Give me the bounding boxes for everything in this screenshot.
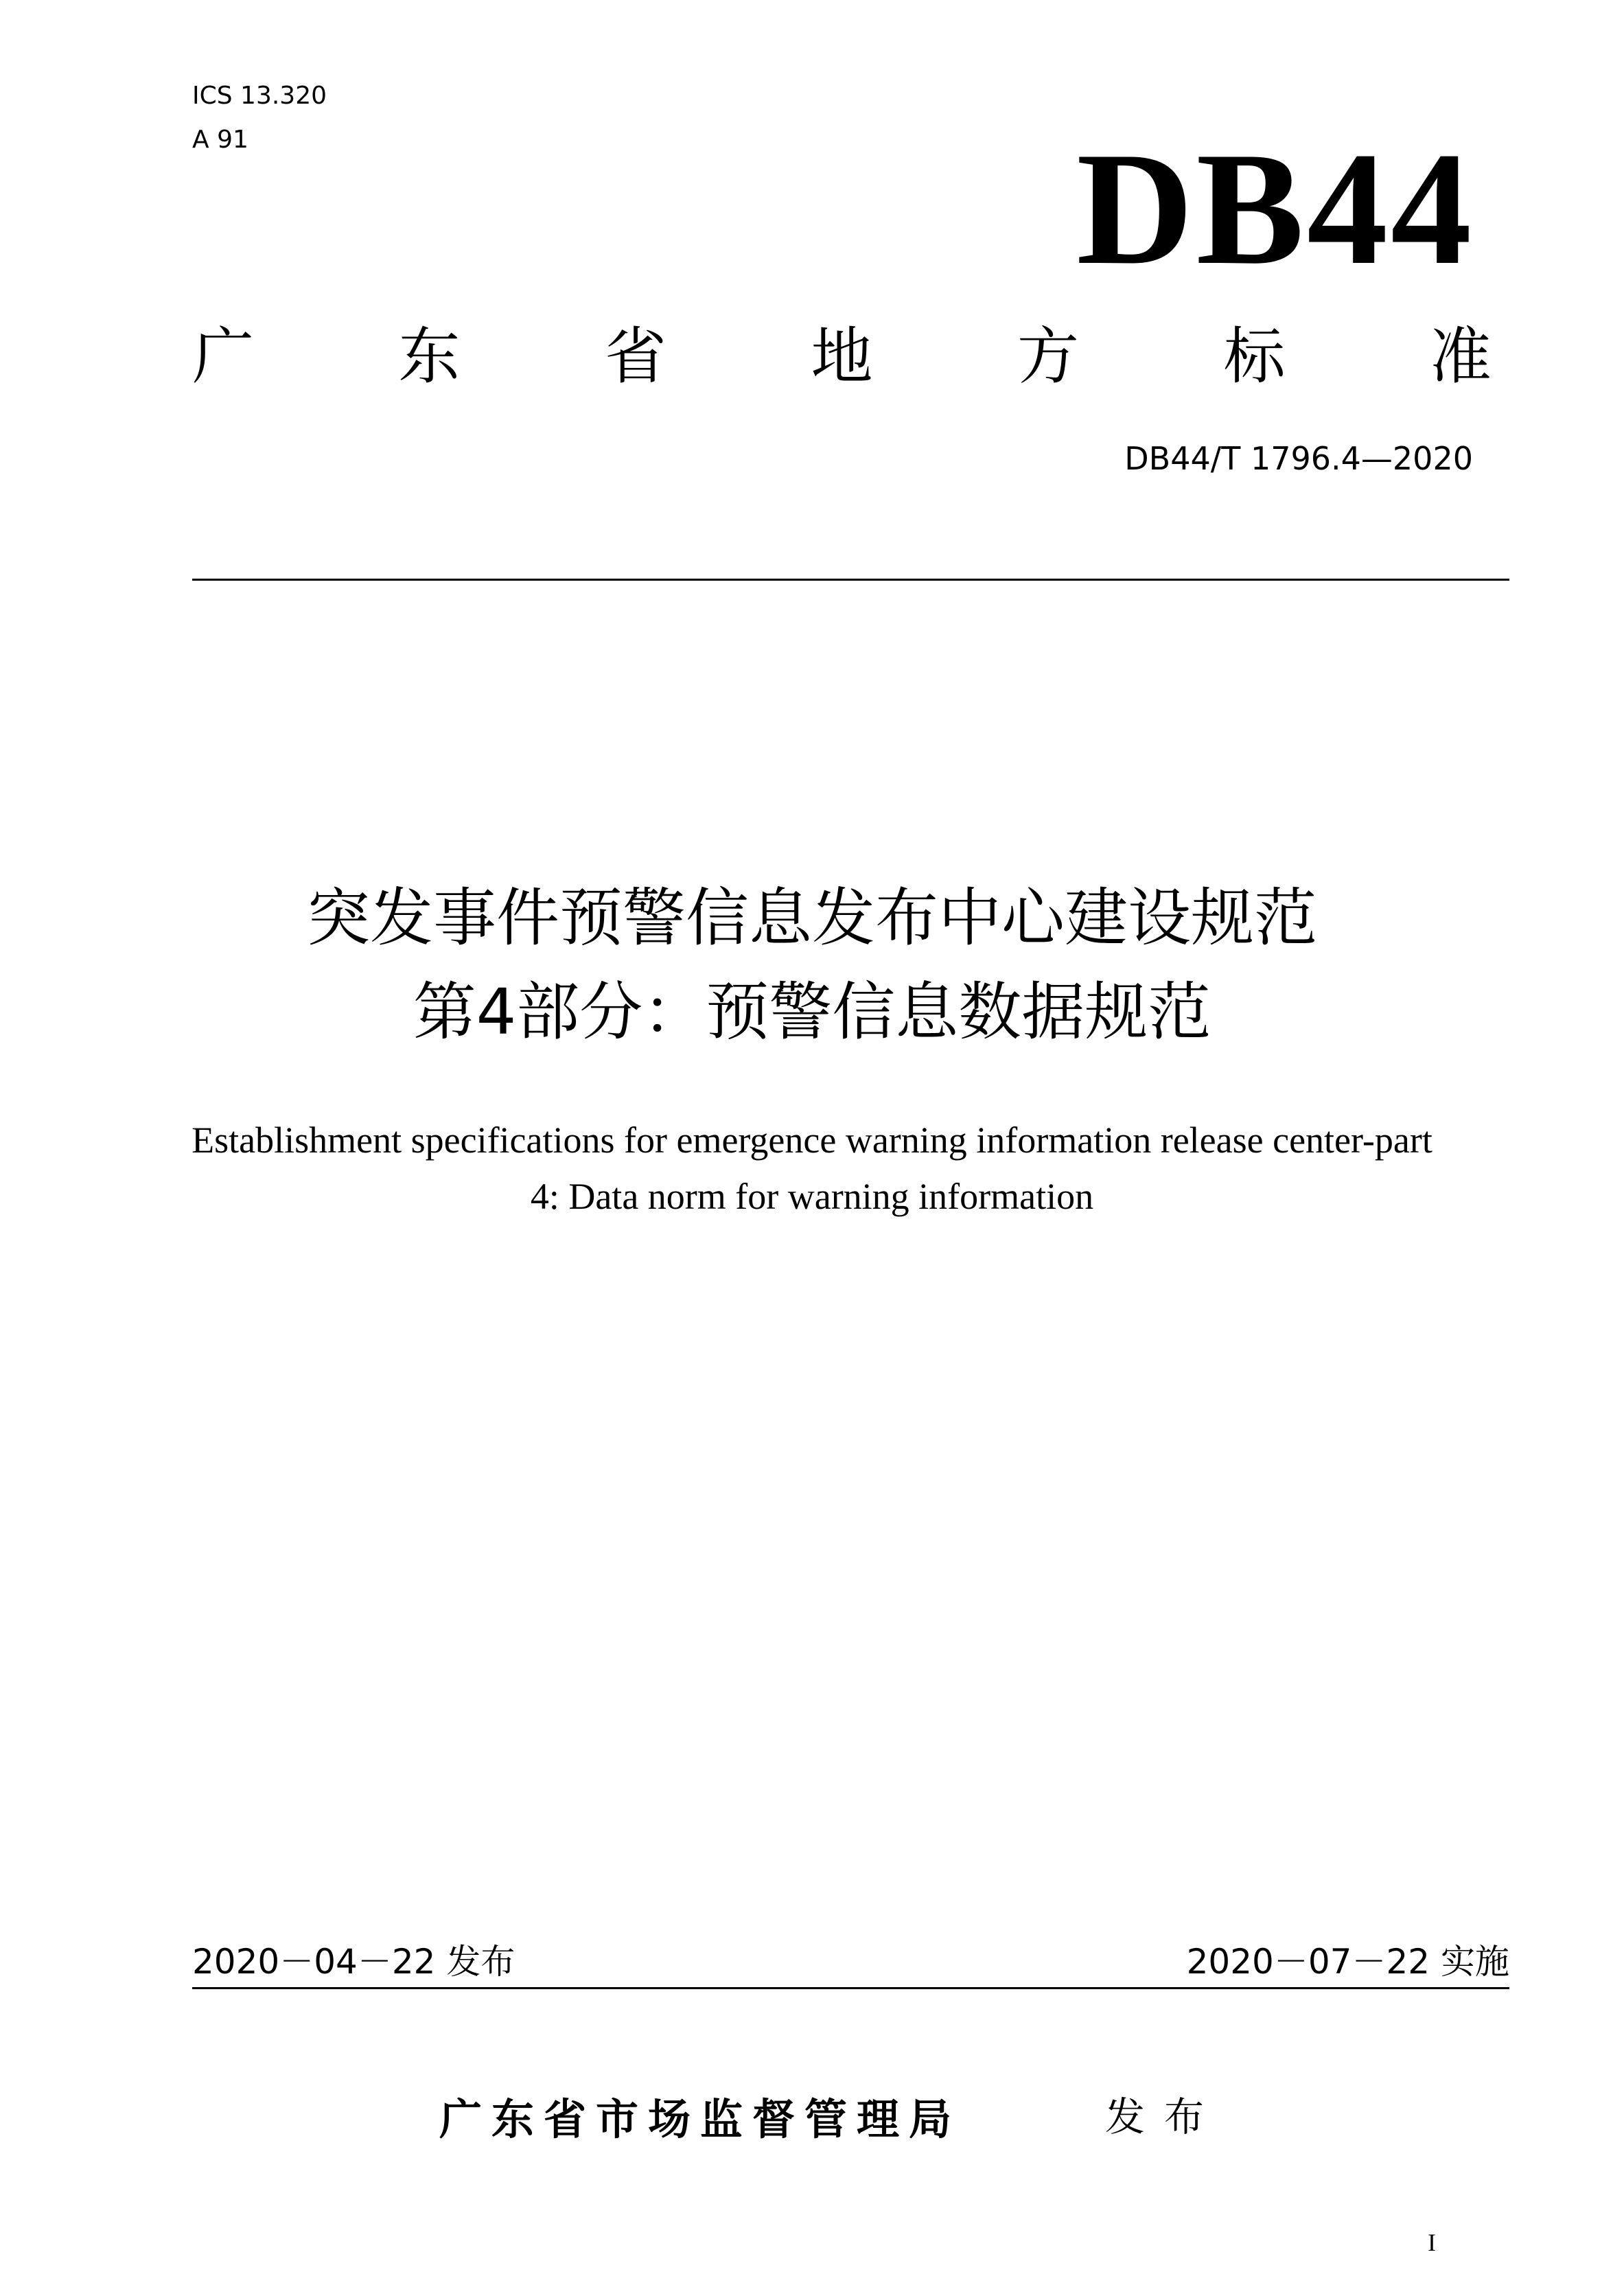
english-title-line-1: Establishment specifications for emergence warning information release center-part: [192, 1120, 1432, 1161]
ics-code: ICS 13.320: [192, 82, 327, 110]
chinese-title-line-2: 第4部分：预警信息数据规范: [413, 975, 1211, 1049]
page-number: I: [1428, 2229, 1436, 2256]
header-divider: [192, 579, 1509, 581]
standard-number: DB44/T 1796.4—2020: [1124, 440, 1473, 477]
chinese-title-line-1: 突发事件预警信息发布中心建设规范: [306, 881, 1317, 955]
standard-type-char: 方: [1017, 321, 1079, 393]
standard-type-char: 省: [605, 321, 666, 393]
standard-type-char: 准: [1430, 321, 1492, 393]
standard-type-char: 广: [192, 321, 254, 393]
standard-type-char: 标: [1223, 321, 1286, 393]
issue-label: 发布: [1105, 2094, 1224, 2140]
footer-divider: [192, 1987, 1509, 1989]
issue-date: 2020－04－22 发布: [192, 1942, 515, 1982]
standard-type-heading: [192, 323, 1492, 391]
standard-type-char: 东: [398, 321, 461, 393]
english-title-line-2: 4: Data norm for warning information: [530, 1176, 1094, 1217]
issuing-authority: 广东省市场监督管理局: [439, 2094, 962, 2144]
implementation-date: 2020－07－22 实施: [1186, 1942, 1509, 1982]
standard-logo: DB44: [1076, 119, 1474, 299]
standard-type-char: 地: [811, 321, 873, 393]
classification-code: A 91: [192, 126, 248, 154]
